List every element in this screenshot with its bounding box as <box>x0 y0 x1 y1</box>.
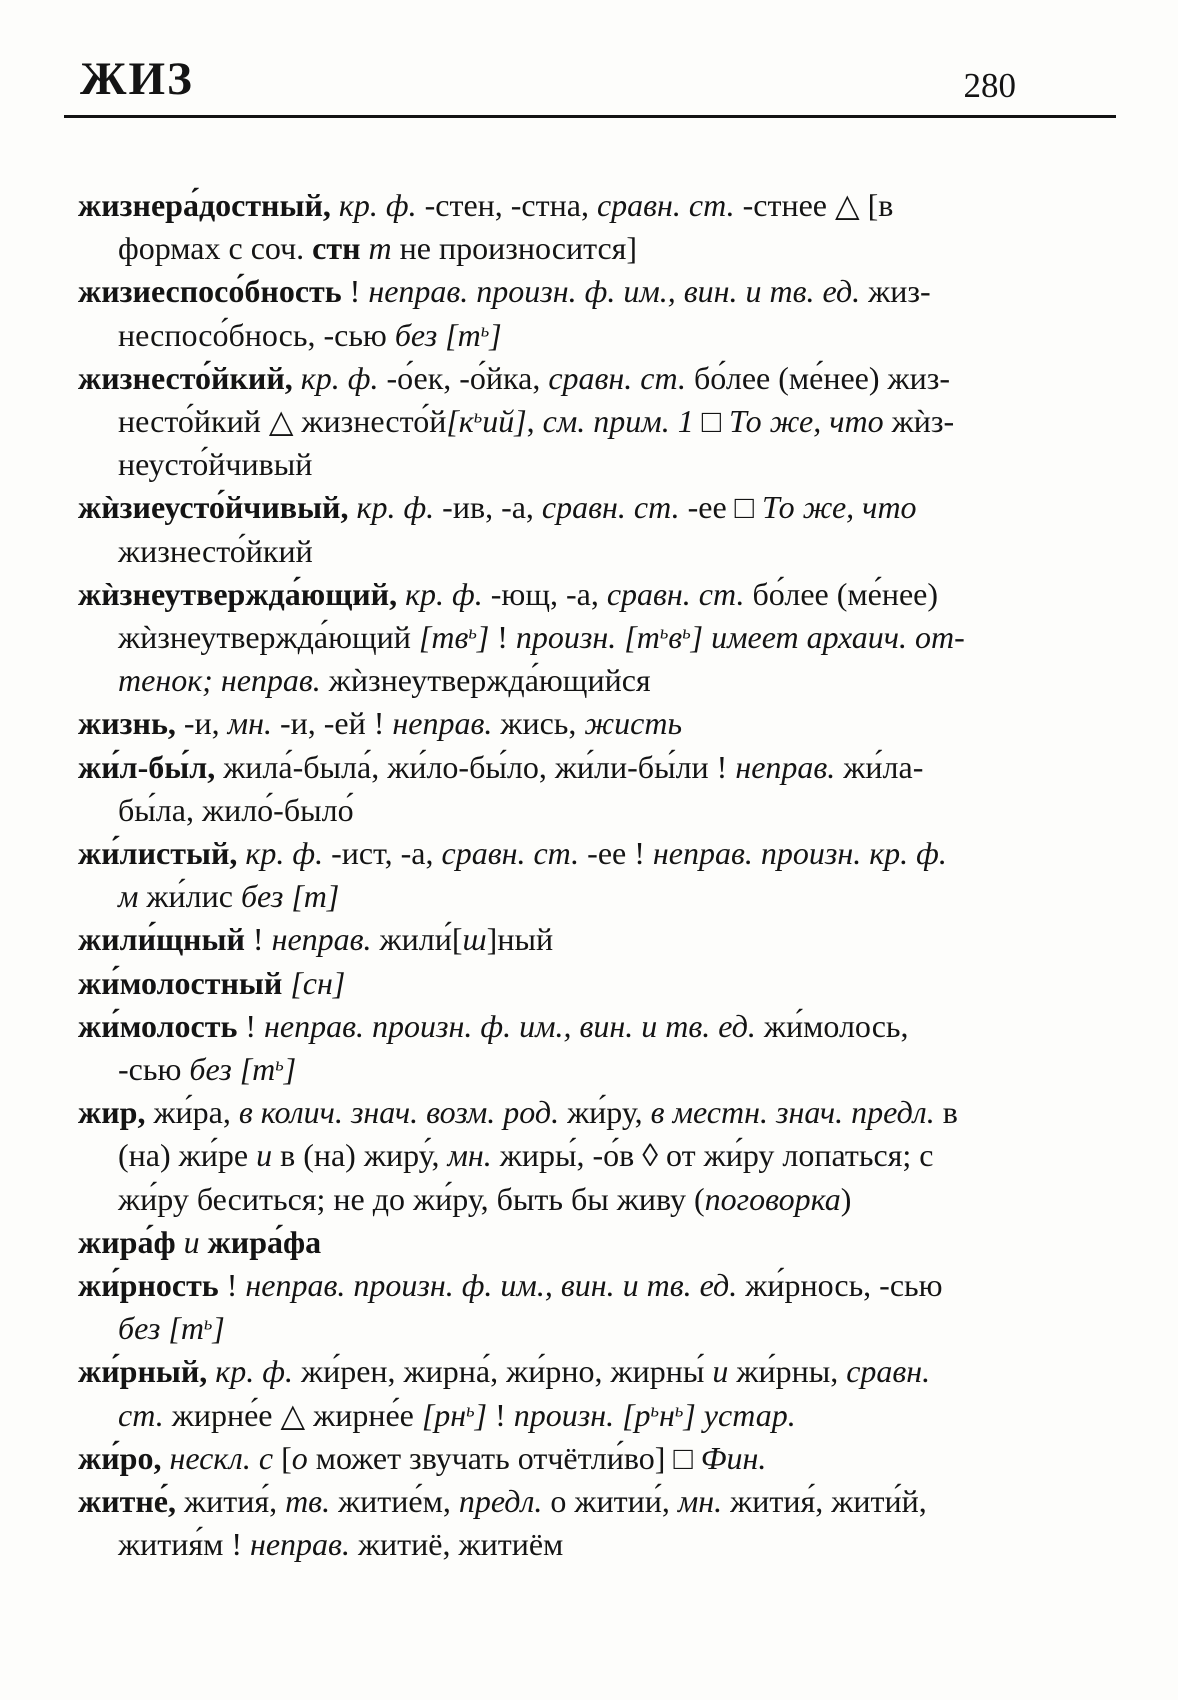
dictionary-entry <box>78 184 1124 270</box>
entry-text: без <box>240 878 284 915</box>
entry-text: житие́м, <box>330 1483 459 1520</box>
entry-text: -и, -ей ! <box>271 705 393 742</box>
entry-text: житиё, житиём <box>349 1526 564 1563</box>
dictionary-entry <box>78 486 1124 572</box>
entry-text <box>176 1224 184 1260</box>
dictionary-entry <box>78 1350 1124 1436</box>
entry-text: поговорка <box>704 1180 841 1217</box>
headword-text: жизнь, <box>78 705 176 742</box>
entry-text: мн. <box>677 1483 723 1520</box>
entry-text: жизнесто́йкий <box>118 532 313 569</box>
entry-text: -стнее △ [в <box>734 187 894 223</box>
entry-text: несто́йкий △ жизнесто́й <box>118 403 447 440</box>
entry-text: [т <box>168 1310 204 1347</box>
entry-text: ь <box>650 1400 659 1422</box>
entry-text: кр. ф. <box>356 489 435 526</box>
entry-text: кр. ф. <box>245 835 324 872</box>
entry-text: ] <box>283 1051 297 1088</box>
entry-text: ий] <box>482 403 527 440</box>
headword-text: жи́рный, <box>78 1353 208 1390</box>
entry-text: ь <box>468 622 477 644</box>
entry-text: ] <box>474 1396 488 1433</box>
entry-text: в <box>668 619 683 656</box>
entry-text: жила́-была́, жи́ло-бы́ло, жи́ли-бы́ли ! <box>215 748 736 785</box>
dictionary-entry <box>78 832 1124 918</box>
dictionary-entry <box>78 357 1124 487</box>
entry-text: неправ. <box>392 705 493 742</box>
entry-text: ! <box>237 1007 265 1044</box>
dictionary-entry <box>78 1005 1124 1091</box>
dictionary-entry <box>78 1480 1124 1566</box>
entry-text: [т <box>624 619 660 656</box>
headword-text: житне́, <box>78 1483 176 1520</box>
dictionary-entry <box>78 1264 1124 1350</box>
dictionary-entry <box>78 270 1124 356</box>
entries-list <box>78 184 1124 1567</box>
entry-text: ! <box>218 1267 246 1304</box>
entry-text: кр. ф. <box>338 187 417 223</box>
entry-text: ! <box>489 619 516 656</box>
entry-text: -ив, -а, <box>434 489 542 526</box>
entry-text: неправ. <box>249 1526 350 1563</box>
entry-text: неправ. произн. ф. им., вин. и тв. ед. <box>368 273 861 310</box>
dictionary-entry <box>78 962 1124 1005</box>
headword-text: жи́листый, <box>78 835 238 872</box>
entry-text: предл. <box>458 1483 543 1520</box>
entry-text: жи́ру, <box>559 1094 651 1131</box>
entry-text: может звучать отчётли́во] □ <box>307 1439 701 1476</box>
headword-text: жили́щный <box>78 921 245 958</box>
headword-text: стн <box>312 230 361 267</box>
headword-text: жи́молость <box>78 1007 238 1044</box>
headword-text: жизиеспосо́бность <box>78 273 342 310</box>
entry-text: ь <box>659 622 669 644</box>
entry-text: нескл. с <box>169 1439 274 1476</box>
entry-text <box>703 619 711 655</box>
page-number: 280 <box>963 66 1016 105</box>
entry-text: ] <box>683 1396 696 1433</box>
headword-text: жира́фа <box>207 1223 322 1260</box>
entry-text: неспосо́бнось, -сью <box>118 316 395 353</box>
entry-text: н <box>659 1396 675 1433</box>
entry-text: [к <box>446 403 474 440</box>
entry-text: ] <box>690 619 704 656</box>
entry-text: жисть <box>584 705 682 742</box>
entry-text: жития́м ! <box>118 1526 250 1563</box>
entry-text: жирне́е △ жирне́е <box>163 1396 422 1433</box>
entry-text: жи́молось, <box>755 1007 909 1044</box>
entry-text: устар. <box>703 1396 796 1433</box>
entry-text: сравн. ст. <box>606 575 745 612</box>
entry-text: м <box>118 878 139 915</box>
entry-text: жѝзнеутвержда́ющий <box>118 619 419 656</box>
headword-text: жи́рность <box>78 1267 219 1304</box>
entry-text: [тв <box>418 619 469 656</box>
entry-text: ]ный <box>486 921 554 958</box>
headword-text: жизнесто́йкий, <box>78 359 293 396</box>
entry-text <box>361 230 369 266</box>
entry-text <box>397 576 405 612</box>
entry-text: [т <box>445 316 481 353</box>
dictionary-entry <box>78 702 1124 745</box>
entry-text: ш <box>462 921 487 958</box>
entry-text: жи́ра, <box>145 1094 239 1131</box>
headword-text: жизнера́достный, <box>78 187 331 223</box>
entry-text: о житии́, <box>542 1483 678 1520</box>
entry-text: в <box>934 1094 958 1131</box>
entry-text: формах с соч. <box>118 230 313 267</box>
entry-text: кр. ф. <box>405 575 483 612</box>
entry-text: произн. <box>515 619 617 656</box>
entry-text: сравн. <box>846 1353 931 1390</box>
entry-text: в местн. знач. предл. <box>650 1094 935 1131</box>
entry-text: ! <box>244 921 272 958</box>
entry-text: -ющ, -а, <box>482 575 607 612</box>
entry-text: -ист, -а, <box>323 835 442 872</box>
entry-text: ) <box>840 1180 852 1217</box>
entry-text: жи́ла- <box>835 748 924 785</box>
entry-text: ь <box>480 319 490 341</box>
entry-text: То же, что <box>729 403 884 440</box>
entry-text: жись, <box>492 705 585 742</box>
entry-text: жития́, жити́й, <box>722 1483 927 1520</box>
dictionary-entry <box>78 573 1124 703</box>
entry-text: без <box>118 1310 161 1347</box>
entry-text: , <box>526 403 543 440</box>
entry-text: сравн. ст. <box>541 489 680 526</box>
entry-text: жѝзнеутвержда́ющийся <box>320 662 651 699</box>
entry-text: [р <box>622 1396 651 1433</box>
entry-text: жили́[ <box>371 921 463 958</box>
entry-text: неусто́йчивый <box>118 446 313 483</box>
entry-text: ь <box>275 1054 284 1076</box>
entry-text: неправ. <box>271 921 372 958</box>
entry-text <box>331 187 339 223</box>
headword-text: жѝзнеутвержда́ющий, <box>78 575 398 612</box>
headword-text: жир, <box>78 1094 146 1131</box>
entry-text: (на) жи́ре <box>118 1137 257 1174</box>
entry-text: -ее ! <box>579 835 653 872</box>
entry-text: ь <box>466 1400 475 1422</box>
entry-text: -сью <box>118 1051 190 1088</box>
entry-text: ь <box>674 1400 684 1422</box>
entry-text: и <box>256 1137 273 1174</box>
dictionary-entry <box>78 1437 1124 1480</box>
entry-text: сравн. ст. <box>596 187 735 223</box>
entry-text: см. прим. 1 <box>542 403 694 440</box>
page-header <box>64 53 1116 118</box>
entry-text: ] <box>212 1310 225 1347</box>
entry-text <box>696 1397 704 1433</box>
dictionary-entry <box>78 746 1124 832</box>
entry-text: кр. ф. <box>300 359 379 396</box>
entry-text: ! <box>341 273 369 310</box>
dictionary-entry <box>78 918 1124 961</box>
headword-text: жи́молостный <box>78 964 283 1001</box>
entry-text <box>200 1224 208 1260</box>
headword-text: жи́л-бы́л, <box>78 748 216 785</box>
entry-text: ь <box>203 1313 213 1335</box>
entry-text: -о́ек, -о́йка, <box>378 359 549 396</box>
entry-text: о <box>291 1439 308 1476</box>
entry-text: То же, что <box>761 489 917 526</box>
entry-text: и <box>183 1223 200 1260</box>
entry-text: произн. <box>513 1396 615 1433</box>
entry-text: ! <box>487 1396 514 1433</box>
entry-text: ст. <box>118 1396 164 1433</box>
entry-text: -и, <box>175 705 228 742</box>
entry-text: Фин. <box>700 1439 767 1476</box>
entry-text <box>437 317 445 353</box>
entry-text <box>614 1397 622 1433</box>
entry-text <box>232 1051 240 1087</box>
entry-text: неправ. произн. ф. им., вин. и тв. ед. <box>264 1007 756 1044</box>
entry-text: без <box>189 1051 232 1088</box>
entry-text: □ <box>693 403 730 440</box>
entry-text: -ее □ <box>679 489 762 526</box>
entry-text: тенок; неправ. <box>118 662 321 699</box>
entry-text: [сн] <box>290 964 346 1001</box>
entry-text: сравн. ст. <box>548 359 686 396</box>
entry-text: жития́, <box>176 1483 286 1520</box>
entry-text: ь <box>682 622 691 644</box>
entry-text: неправ. <box>735 748 836 785</box>
entry-text: [т <box>239 1051 276 1088</box>
entry-text: бо́лее (ме́нее) жиз- <box>685 359 951 396</box>
entry-text: ] <box>476 619 490 656</box>
entry-text: жи́рнось, -сью <box>737 1267 943 1304</box>
guide-word: ЖИЗ <box>80 53 194 105</box>
entry-text: жиз- <box>860 273 931 310</box>
entry-text: и <box>712 1353 729 1390</box>
entry-text: кр. ф. <box>215 1353 293 1390</box>
entry-text: [т] <box>291 878 340 915</box>
entry-text: ] <box>489 316 502 353</box>
entry-text: -стен, -стна, <box>416 187 597 223</box>
entry-text: имеет архаич. от- <box>711 619 965 656</box>
entry-text: без <box>394 316 438 353</box>
dictionary-entry <box>78 1221 1124 1264</box>
dictionary-entry <box>78 1091 1124 1221</box>
headword-text: жи́ро, <box>78 1439 162 1476</box>
entry-text: жи́рны, <box>728 1353 847 1390</box>
entry-text <box>293 360 301 396</box>
entry-text: бо́лее (ме́нее) <box>744 575 939 612</box>
headword-text: жира́ф <box>78 1223 176 1260</box>
entry-text: в (на) жиру́, <box>272 1137 448 1174</box>
entry-text: жиры́, -о́в ◊ от жи́ру лопаться; с <box>491 1137 934 1174</box>
entry-text: бы́ла, жило́-было́ <box>118 791 354 828</box>
entry-text: т <box>368 230 392 267</box>
entry-text: тв. <box>285 1483 331 1520</box>
entry-text: [ <box>273 1439 292 1476</box>
entry-text: мн. <box>447 1137 492 1174</box>
entry-text: [рн <box>421 1396 467 1433</box>
entry-text: жи́лис <box>138 878 241 915</box>
entry-text: неправ. произн. кр. ф. <box>652 835 947 872</box>
entry-text: ь <box>473 406 483 428</box>
entry-text: жи́рен, жирна́, жи́рно, жирны́ <box>292 1353 713 1390</box>
entry-text: жи́ру беситься; не до жи́ру, быть бы живу ( <box>118 1180 705 1217</box>
entry-text: в колич. знач. возм. род. <box>238 1094 560 1131</box>
headword-text: жѝзиеусто́йчивый, <box>78 489 349 526</box>
entry-text: не произносится] <box>391 230 638 267</box>
entry-text: неправ. произн. ф. им., вин. и тв. ед. <box>245 1267 738 1304</box>
entry-text: жѝз- <box>883 403 955 440</box>
entry-text: мн. <box>227 705 272 742</box>
entry-text: сравн. ст. <box>441 835 580 872</box>
